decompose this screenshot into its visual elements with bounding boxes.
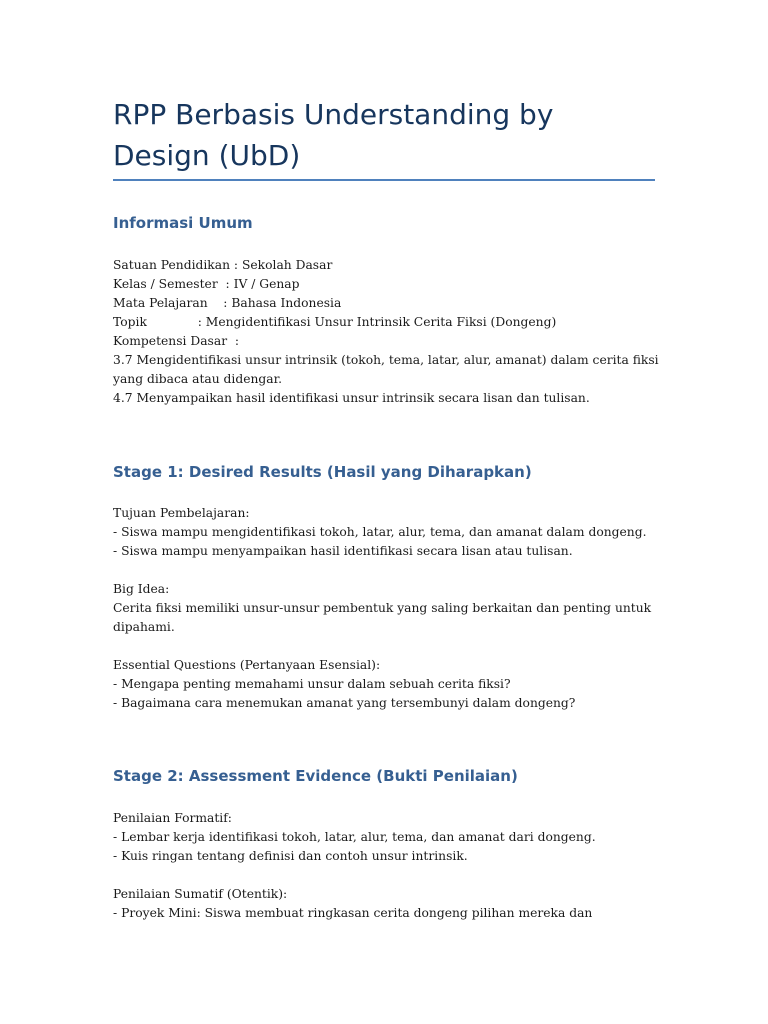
title-divider bbox=[113, 179, 655, 181]
info-line-kd-37: 3.7 Mengidentifikasi unsur intrinsik (tokoh, tema, latar, alur, amanat) dalam cerita fiksi bbox=[113, 353, 659, 367]
sumatif-label: Penilaian Sumatif (Otentik): bbox=[113, 887, 288, 901]
essential-question-item: - Bagaimana cara menemukan amanat yang tersembunyi dalam dongeng? bbox=[113, 696, 576, 710]
info-line-kd-47: 4.7 Menyampaikan hasil identifikasi unsur intrinsik secara lisan dan tulisan. bbox=[113, 391, 590, 405]
heading-stage-1: Stage 1: Desired Results (Hasil yang Diharapkan) bbox=[113, 463, 532, 481]
stage-1-body bbox=[113, 504, 658, 713]
info-line-satuan: Satuan Pendidikan : Sekolah Dasar bbox=[113, 258, 333, 272]
formatif-item: - Kuis ringan tentang definisi dan contoh unsur intrinsik. bbox=[113, 849, 468, 863]
document-title: RPP Berbasis Understanding by Design (UbD) bbox=[113, 98, 554, 172]
essential-question-item: - Mengapa penting memahami unsur dalam sebuah cerita fiksi? bbox=[113, 677, 511, 691]
tujuan-item: - Siswa mampu mengidentifikasi tokoh, latar, alur, tema, dan amanat dalam dongeng. bbox=[113, 525, 647, 539]
big-idea-text: dipahami. bbox=[113, 620, 175, 634]
heading-stage-2: Stage 2: Assessment Evidence (Bukti Penilaian) bbox=[113, 767, 518, 785]
info-line-topik: Topik : Mengidentifikasi Unsur Intrinsik Cerita Fiksi (Dongeng) bbox=[113, 315, 557, 329]
info-line-kd: Kompetensi Dasar : bbox=[113, 334, 240, 348]
info-line-mapel: Mata Pelajaran : Bahasa Indonesia bbox=[113, 296, 342, 310]
info-line-kd-37-cont: yang dibaca atau didengar. bbox=[113, 372, 283, 386]
formatif-label: Penilaian Formatif: bbox=[113, 811, 232, 825]
heading-informasi-umum: Informasi Umum bbox=[113, 214, 253, 232]
essential-questions-label: Essential Questions (Pertanyaan Esensial): bbox=[113, 658, 381, 672]
big-idea-text: Cerita fiksi memiliki unsur-unsur pembentuk yang saling berkaitan dan penting untuk bbox=[113, 601, 652, 615]
big-idea-label: Big Idea: bbox=[113, 582, 170, 596]
info-line-kelas: Kelas / Semester : IV / Genap bbox=[113, 277, 300, 291]
tujuan-label: Tujuan Pembelajaran: bbox=[113, 506, 250, 520]
tujuan-item: - Siswa mampu menyampaikan hasil identifikasi secara lisan atau tulisan. bbox=[113, 544, 573, 558]
sumatif-item: - Proyek Mini: Siswa membuat ringkasan cerita dongeng pilihan mereka dan bbox=[113, 906, 593, 920]
informasi-umum-body bbox=[113, 256, 658, 408]
formatif-item: - Lembar kerja identifikasi tokoh, latar, alur, tema, dan amanat dari dongeng. bbox=[113, 830, 596, 844]
stage-2-body bbox=[113, 809, 658, 923]
